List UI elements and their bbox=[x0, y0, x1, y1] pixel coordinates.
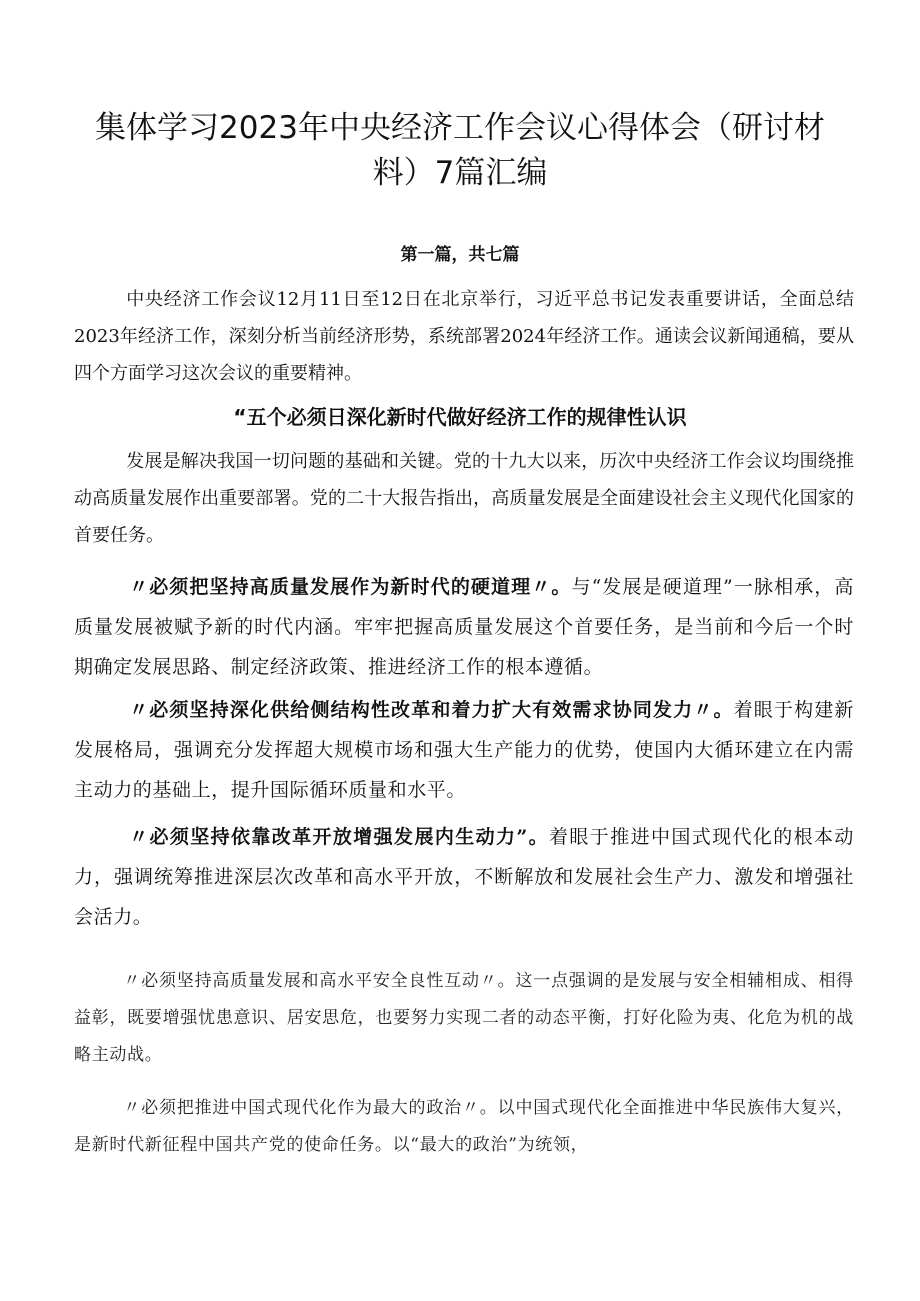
section-label: 第一篇，共七篇 bbox=[400, 245, 520, 265]
principle-paragraph-3 bbox=[74, 817, 854, 937]
principle-body: 着眼于构建新发展格局，强调充分发挥超大规模市场和强大生产能力的优势，使国内大循环建立在内需主动力的基础上，提升国际循环质量和水平。 bbox=[74, 699, 854, 801]
principle-lead: 〃必须坚持深化供给侧结构性改革和着力扩大有效需求协同发力〃。 bbox=[129, 699, 734, 721]
security-paragraph: 〃必须坚持高质量发展和高水平安全良性互动〃。这一点强调的是发展与安全相辅相成、相得益彰，既要增强忧患意识、居安思危，也要努力实现二者的动态平衡，打好化险为夷、化危为机的战略主动战。 bbox=[74, 971, 854, 1065]
principle-lead: 〃必须坚持依靠改革开放增强发展内生动力”。 bbox=[129, 826, 550, 848]
document-title: 集体学习2023年中央经济工作会议心得体会（研讨材料）7篇汇编 bbox=[95, 110, 825, 191]
principle-paragraph-2 bbox=[74, 690, 854, 810]
intro-paragraph: 中央经济工作会议12月11日至12日在北京举行，习近平总书记发表重要讲话，全面总结2023年经济工作，深刻分析当前经济形势，系统部署2024年经济工作。通读会议新闻通稿，要从四个方面学习这次会议的重要精神。 bbox=[74, 289, 854, 384]
principle-paragraph-1 bbox=[74, 567, 854, 687]
modernization-paragraph: 〃必须把推进中国式现代化作为最大的政治〃。以中国式现代化全面推进中华民族伟大复兴，是新时代新征程中国共产党的使命任务。以“最大的政治”为统领， bbox=[74, 1098, 854, 1155]
development-paragraph: 发展是解决我国一切问题的基础和关键。党的十九大以来，历次中央经济工作会议均围绕推动高质量发展作出重要部署。党的二十大报告指出，高质量发展是全面建设社会主义现代化国家的首要任务。 bbox=[74, 451, 854, 546]
section-subheading: “五个必须日深化新时代做好经济工作的规律性认识 bbox=[233, 405, 687, 429]
principle-lead: 〃必须把坚持高质量发展作为新时代的硬道理〃。 bbox=[129, 576, 572, 598]
principle-body: 与“发展是硬道理”一脉相承，高质量发展被赋予新的时代内涵。牢牢把握高质量发展这个首要任务，是当前和今后一个时期确定发展思路、制定经济政策、推进经济工作的根本遵循。 bbox=[74, 576, 854, 678]
principle-body: 着眼于推进中国式现代化的根本动力，强调统筹推进深层次改革和高水平开放，不断解放和发展社会生产力、激发和增强社会活力。 bbox=[74, 826, 854, 928]
